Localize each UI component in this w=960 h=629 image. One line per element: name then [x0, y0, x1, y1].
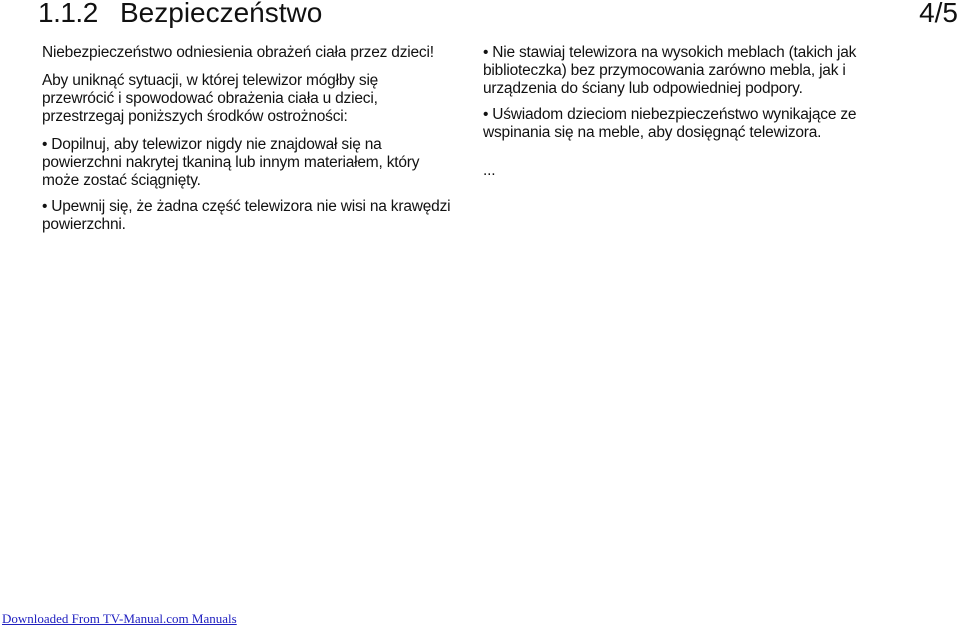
section-number: 1.1.2 — [38, 0, 98, 28]
bullet-text: Uświadom dzieciom niebezpieczeństwo wynikające ze wspinania się na meble, aby dosięgnąć telewizora. — [483, 106, 857, 141]
list-item — [42, 136, 452, 190]
bullet-text: Dopilnuj, aby telewizor nigdy nie znajdował się na powierzchni nakrytej tkaniną lub innym materiałem, który może zostać ściągnięty. — [42, 136, 420, 189]
continuation-marker: ... — [483, 162, 496, 179]
download-source-link[interactable]: Downloaded From TV-Manual.com Manuals — [2, 611, 237, 626]
bullet-text: Nie stawiaj telewizora na wysokich meblach (takich jak biblioteczka) bez przymocowania zarówno mebla, jak i urządzenia do ściany lub odpowiedniej podpory. — [483, 44, 857, 97]
intro-paragraph: Aby uniknąć sytuacji, w której telewizor mógłby się przewrócić i spowodować obrażenia ciała u dzieci, przestrzegaj poniższych środków ostrożności: — [42, 72, 379, 125]
list-item — [483, 44, 893, 98]
list-item — [483, 106, 893, 142]
list-item — [42, 198, 452, 234]
right-column — [483, 44, 893, 180]
bullet-text: Upewnij się, że żadna część telewizora nie wisi na krawędzi powierzchni. — [42, 198, 451, 233]
page-title: Bezpieczeństwo — [120, 0, 323, 28]
page-indicator: 4/5 — [919, 0, 958, 28]
left-column — [42, 44, 452, 242]
warning-heading: Niebezpieczeństwo odniesienia obrażeń ciała przez dzieci! — [42, 44, 434, 61]
